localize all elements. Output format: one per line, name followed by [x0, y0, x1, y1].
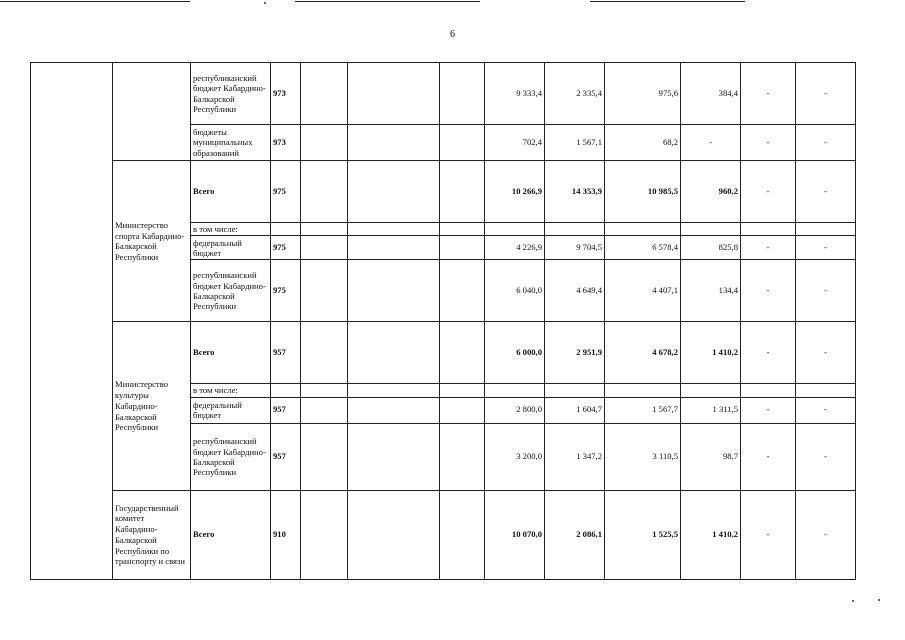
organization-cell — [113, 63, 191, 161]
empty-cell — [605, 384, 681, 397]
empty-cell — [440, 423, 485, 490]
value-cell: - — [741, 423, 796, 490]
empty-cell — [440, 161, 485, 223]
value-cell: - — [741, 490, 796, 579]
value-cell: - — [796, 236, 856, 260]
value-cell: 2 951,9 — [545, 322, 605, 384]
value-cell: 2 086,1 — [545, 490, 605, 579]
empty-cell — [301, 384, 348, 397]
value-cell: 4 678,2 — [605, 322, 681, 384]
funding-source: федеральный бюджет — [191, 397, 271, 423]
including-label: в том числе: — [191, 384, 271, 397]
empty-cell — [545, 384, 605, 397]
budget-code: 975 — [271, 161, 301, 223]
empty-cell — [301, 63, 348, 125]
including-label: в том числе: — [191, 223, 271, 236]
value-cell: - — [796, 322, 856, 384]
empty-cell — [301, 223, 348, 236]
value-cell: - — [741, 322, 796, 384]
budget-code: 957 — [271, 423, 301, 490]
value-cell: 9 704,5 — [545, 236, 605, 260]
budget-table — [30, 62, 856, 580]
value-cell: - — [796, 161, 856, 223]
value-cell: - — [741, 236, 796, 260]
empty-cell — [796, 223, 856, 236]
value-cell: - — [796, 397, 856, 423]
empty-cell — [348, 161, 440, 223]
empty-cell — [348, 260, 440, 322]
value-cell: 384,4 — [681, 63, 741, 125]
funding-source: Всего — [191, 161, 271, 223]
organization-cell: Государственный комитет Кабардино-Балкарской Республики по транспорту и связи — [113, 490, 191, 579]
program-cell — [31, 63, 113, 580]
page-number: 6 — [450, 29, 455, 40]
value-cell: 1 347,2 — [545, 423, 605, 490]
funding-source: республиканский бюджет Кабардино-Балкарской Республики — [191, 423, 271, 490]
empty-cell — [485, 384, 545, 397]
funding-source: республиканский бюджет Кабардино-Балкарской Республики — [191, 260, 271, 322]
value-cell: - — [741, 161, 796, 223]
value-cell: 1 311,5 — [681, 397, 741, 423]
value-cell: - — [796, 490, 856, 579]
empty-cell — [348, 384, 440, 397]
budget-code: 975 — [271, 236, 301, 260]
value-cell: - — [796, 260, 856, 322]
value-cell: 1 567,7 — [605, 397, 681, 423]
value-cell: 9 333,4 — [485, 63, 545, 125]
empty-cell — [301, 423, 348, 490]
budget-code: 973 — [271, 63, 301, 125]
value-cell: 10 070,0 — [485, 490, 545, 579]
value-cell: 1 567,1 — [545, 125, 605, 161]
scan-speck — [878, 599, 880, 601]
empty-cell — [681, 223, 741, 236]
empty-cell — [796, 384, 856, 397]
value-cell: 702,4 — [485, 125, 545, 161]
empty-cell — [348, 223, 440, 236]
budget-code: 973 — [271, 125, 301, 161]
value-cell: - — [796, 63, 856, 125]
value-cell: 6 000,0 — [485, 322, 545, 384]
empty-cell — [301, 397, 348, 423]
funding-source: Всего — [191, 490, 271, 579]
empty-cell — [348, 423, 440, 490]
organization-cell: Министерство культуры Кабардино-Балкарской Республики — [113, 322, 191, 490]
value-cell: 98,7 — [681, 423, 741, 490]
value-cell: 1 410,2 — [681, 490, 741, 579]
empty-cell — [605, 223, 681, 236]
empty-cell — [301, 125, 348, 161]
empty-cell — [440, 322, 485, 384]
funding-source: республиканский бюджет Кабардино-Балкарской Республики — [191, 63, 271, 125]
empty-cell — [440, 63, 485, 125]
empty-cell — [301, 260, 348, 322]
table-row — [31, 490, 856, 579]
empty-cell — [348, 490, 440, 579]
funding-source: федеральный бюджет — [191, 236, 271, 260]
budget-code: 975 — [271, 260, 301, 322]
value-cell: - — [796, 423, 856, 490]
empty-cell — [440, 397, 485, 423]
value-cell: 134,4 — [681, 260, 741, 322]
scan-speck — [264, 2, 266, 4]
budget-code: 957 — [271, 397, 301, 423]
value-cell: 2 800,0 — [485, 397, 545, 423]
value-cell: - — [741, 125, 796, 161]
empty-cell — [348, 125, 440, 161]
header-rule-1 — [0, 1, 190, 2]
empty-cell — [440, 490, 485, 579]
value-cell: 2 335,4 — [545, 63, 605, 125]
empty-cell — [440, 260, 485, 322]
empty-cell — [348, 63, 440, 125]
value-cell: 4 226,9 — [485, 236, 545, 260]
empty-cell — [271, 384, 301, 397]
value-cell: 1 525,5 — [605, 490, 681, 579]
empty-cell — [348, 397, 440, 423]
value-cell: 975,6 — [605, 63, 681, 125]
empty-cell — [348, 322, 440, 384]
value-cell: 1 604,7 — [545, 397, 605, 423]
empty-cell — [741, 384, 796, 397]
budget-code: 957 — [271, 322, 301, 384]
value-cell: - — [741, 397, 796, 423]
empty-cell — [741, 223, 796, 236]
table-row — [31, 63, 856, 125]
value-cell: - — [741, 63, 796, 125]
budget-code: 910 — [271, 490, 301, 579]
value-cell: 14 353,9 — [545, 161, 605, 223]
empty-cell — [545, 223, 605, 236]
value-cell: 4 407,1 — [605, 260, 681, 322]
empty-cell — [485, 223, 545, 236]
table-row — [31, 161, 856, 223]
value-cell: 1 410,2 — [681, 322, 741, 384]
funding-source: бюджеты муниципальных образований — [191, 125, 271, 161]
empty-cell — [301, 322, 348, 384]
empty-cell — [301, 236, 348, 260]
empty-cell — [440, 125, 485, 161]
organization-cell: Министерство спорта Кабардино-Балкарской Республики — [113, 161, 191, 322]
empty-cell — [301, 490, 348, 579]
value-cell: 10 266,9 — [485, 161, 545, 223]
empty-cell — [681, 384, 741, 397]
value-cell: 4 649,4 — [545, 260, 605, 322]
value-cell: 960,2 — [681, 161, 741, 223]
empty-cell — [440, 223, 485, 236]
value-cell: 825,8 — [681, 236, 741, 260]
empty-cell — [440, 236, 485, 260]
value-cell: 10 985,5 — [605, 161, 681, 223]
empty-cell — [440, 384, 485, 397]
table-row — [31, 322, 856, 384]
value-cell: - — [681, 125, 741, 161]
value-cell: 3 200,0 — [485, 423, 545, 490]
value-cell: 6 040,0 — [485, 260, 545, 322]
funding-source: Всего — [191, 322, 271, 384]
empty-cell — [301, 161, 348, 223]
value-cell: 68,2 — [605, 125, 681, 161]
scan-speck — [852, 600, 854, 602]
value-cell: - — [741, 260, 796, 322]
header-rule-2 — [295, 1, 480, 2]
value-cell: - — [796, 125, 856, 161]
empty-cell — [348, 236, 440, 260]
value-cell: 3 110,5 — [605, 423, 681, 490]
value-cell: 6 578,4 — [605, 236, 681, 260]
header-rule-3 — [590, 1, 745, 2]
empty-cell — [271, 223, 301, 236]
